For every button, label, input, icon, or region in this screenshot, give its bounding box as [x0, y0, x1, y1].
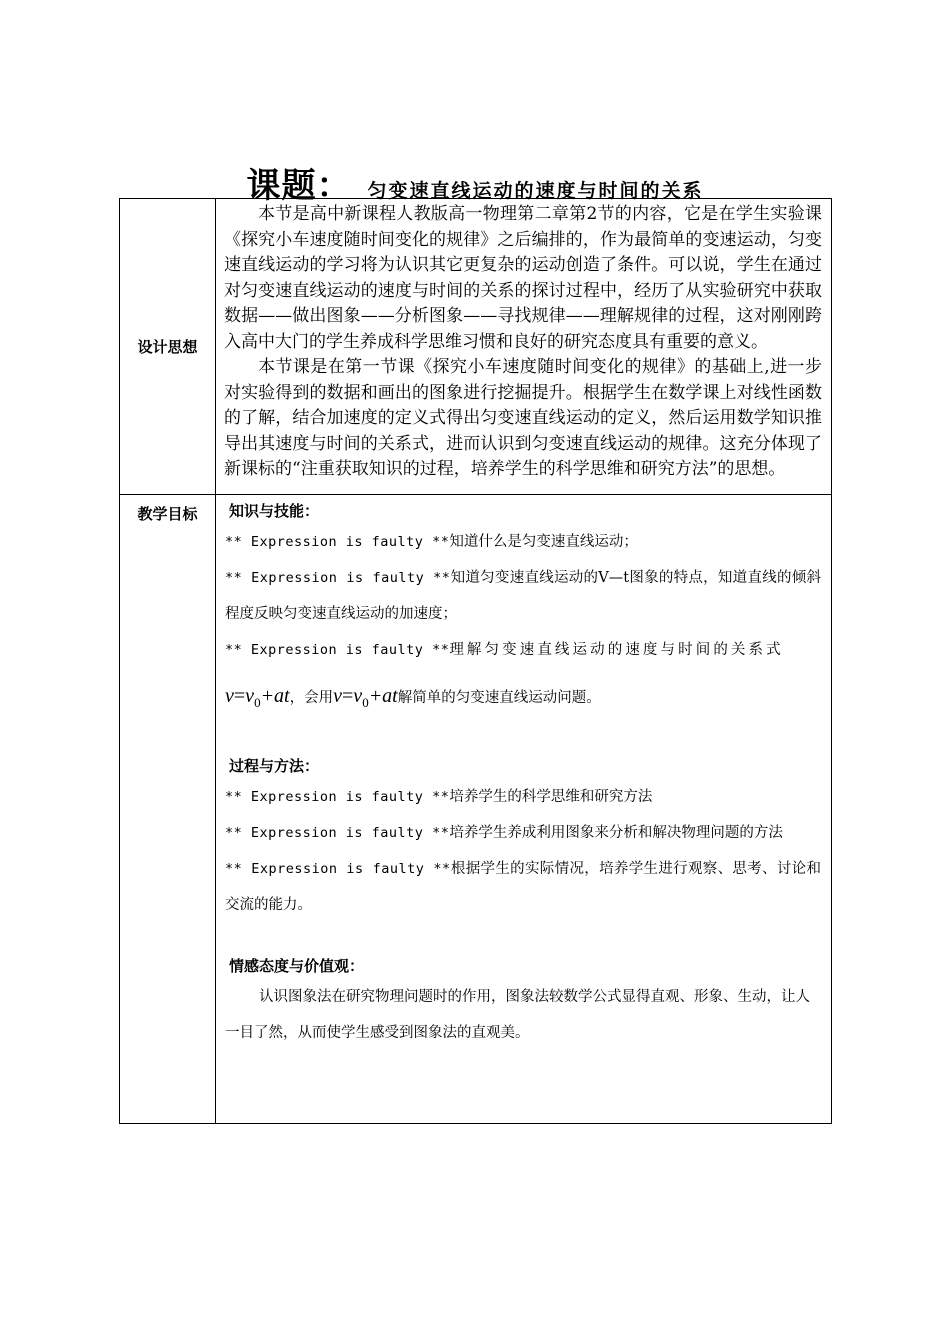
- error-marker: ** Expression is faulty **: [225, 533, 450, 550]
- process-item-2: [225, 815, 821, 851]
- process-item-1: [225, 779, 821, 815]
- design-label: 设计思想: [120, 199, 216, 495]
- design-row: [120, 199, 832, 495]
- design-paragraph-2: 本节课是在第一节课《探究小车速度随时间变化的规律》的基础上,进一步对实验得到的数据和画出的图象进行挖掘提升。根据学生在数学课上对线性函数的了解，结合加速度的定义式得出匀变速直线运动的定义，然后运用数学知识推导出其速度与时间的关系式，进而认识到匀变速直线运动的规律。这充分体现了新课标的“注重获取知识的过程，培养学生的科学思维和研究方法”的思想。: [224, 357, 822, 479]
- emotion-text: 认识图象法在研究物理问题时的作用，图象法较数学公式显得直观、形象、生动，让人一目了然，从而使学生感受到图象法的直观美。: [225, 988, 810, 1041]
- goals-content: [216, 494, 832, 1123]
- knowledge-item-1-text: 知道什么是匀变速直线运动；: [449, 533, 638, 550]
- design-paragraph-1: 本节是高中新课程人教版高一物理第二章第2节的内容，它是在学生实验课《探究小车速度随时间变化的规律》之后编排的，作为最简单的变速运动，匀变速直线运动的学习将为认识其它更复杂的运动创造了条件。可以说，学生在通过对匀变速直线运动的速度与时间的关系的探讨过程中，经历了从实验研究中获取数据——做出图象——分析图象——寻找规律——理解规律的过程，这对刚刚跨入高中大门的学生养成科学思维习惯和良好的研究态度具有重要的意义。: [224, 204, 822, 352]
- formula-tail: 解简单的匀变速直线运动问题。: [397, 689, 601, 706]
- formula-2: $v=v_0+at$: [333, 684, 398, 710]
- formula-line: [225, 676, 821, 723]
- process-heading: 过程与方法：: [229, 756, 320, 775]
- error-marker: ** Expression is faulty **: [225, 569, 451, 586]
- error-marker: ** Expression is faulty **: [225, 824, 450, 841]
- knowledge-item-3-text: 理解匀变速直线运动的速度与时间的关系式: [449, 641, 784, 658]
- lesson-plan-table: [119, 198, 832, 1124]
- process-item-1-text: 培养学生的科学思维和研究方法: [449, 788, 653, 805]
- emotion-heading: 情感态度与价值观：: [229, 956, 365, 975]
- error-marker: ** Expression is faulty **: [225, 641, 450, 658]
- formula-1: $v=v_0+at$: [225, 684, 290, 710]
- knowledge-item-3: [225, 632, 821, 668]
- goals-row: [120, 494, 832, 1123]
- formula-connector: ，会用: [289, 689, 334, 706]
- knowledge-item-2-text: 知道匀变速直线运动的V—t图象的特点，知道直线的倾斜程度反映匀变速直线运动的加速度；: [225, 569, 821, 622]
- goals-label: 教学目标: [120, 494, 216, 1123]
- knowledge-item-2: [225, 560, 821, 632]
- design-content: [216, 199, 832, 495]
- error-marker: ** Expression is faulty **: [225, 788, 450, 805]
- process-item-2-text: 培养学生养成利用图象来分析和解决物理问题的方法: [449, 824, 783, 841]
- error-marker: ** Expression is faulty **: [225, 860, 451, 877]
- process-item-3-text: 根据学生的实际情况，培养学生进行观察、思考、讨论和交流的能力。: [225, 860, 821, 913]
- knowledge-heading: 知识与技能：: [229, 501, 320, 520]
- title-prefix: 课题：: [246, 166, 352, 206]
- title-text: 匀变速直线运动的速度与时间的关系: [367, 180, 704, 202]
- process-item-3: [225, 851, 821, 923]
- knowledge-item-1: [225, 524, 821, 560]
